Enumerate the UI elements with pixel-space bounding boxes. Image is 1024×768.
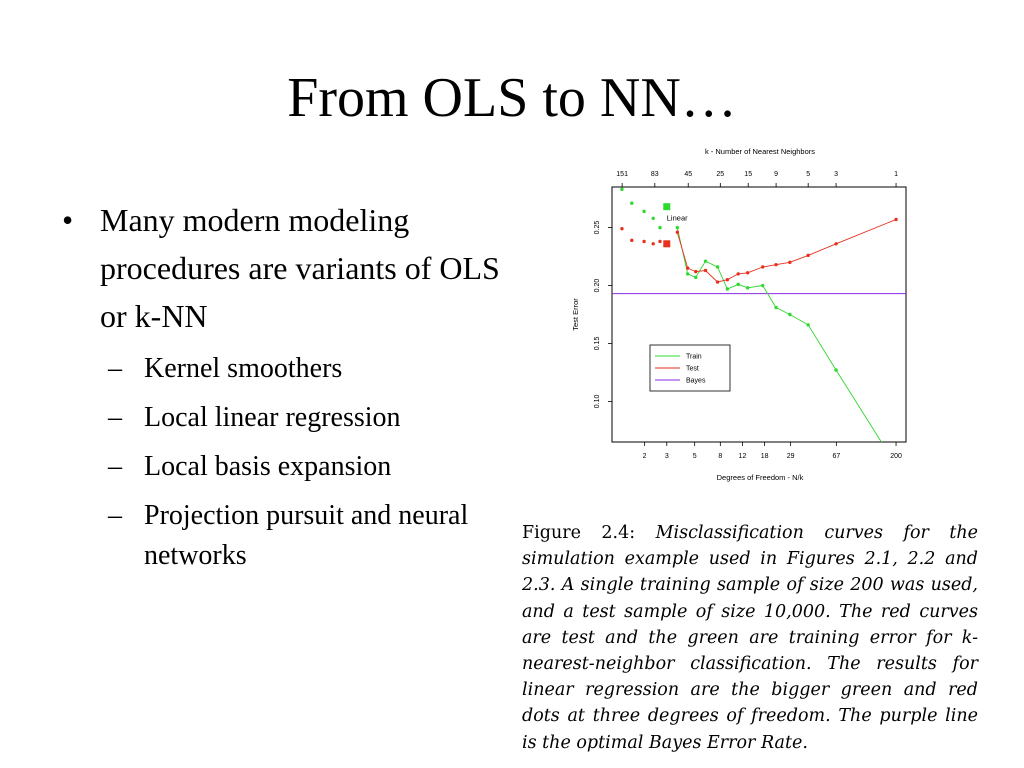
train-point (774, 306, 777, 309)
top-tick-label: 83 (650, 171, 659, 178)
top-tick-label: 151 (616, 171, 628, 178)
sub-bullet-text: Local basis expansion (144, 451, 392, 482)
x-tick-label: 2 (642, 453, 647, 460)
plot-frame (612, 187, 906, 442)
top-tick-label: 1 (894, 171, 898, 178)
x-tick-label: 3 (664, 453, 669, 460)
dash-symbol: – (108, 402, 122, 433)
sub-bullet-text: Projection pursuit and neural networks (144, 500, 469, 571)
x-axis-label: Degrees of Freedom - N/k (716, 473, 804, 482)
legend-label-bayes: Bayes (686, 377, 706, 385)
test-point (788, 261, 791, 264)
train-point (716, 265, 719, 268)
slide-title: From OLS to NN… (287, 67, 737, 129)
train-point (736, 283, 739, 286)
bullet-text: Many modern modeling procedures are variants of OLS or k-NN (100, 202, 500, 334)
legend-label-train: Train (686, 353, 702, 361)
y-tick-label: 0.10 (594, 394, 601, 409)
test-point (620, 227, 623, 230)
linear-point (663, 203, 670, 210)
test-point (746, 271, 749, 274)
test-point (642, 240, 645, 243)
x-tick-label: 18 (760, 453, 769, 460)
dash-symbol: – (108, 451, 122, 482)
test-point (676, 231, 679, 234)
misclassification-chart (560, 140, 920, 490)
bullet-symbol: • (62, 202, 74, 238)
test-point (630, 239, 633, 242)
sub-bullet-item (108, 398, 532, 438)
test-point (806, 254, 809, 257)
train-point (806, 323, 809, 326)
dash-symbol: – (108, 353, 122, 384)
test-point (894, 218, 897, 221)
test-point (686, 266, 689, 269)
train-point (694, 276, 697, 279)
top-tick-label: 3 (834, 171, 839, 178)
test-point (774, 263, 777, 266)
top-tick-label: 5 (806, 171, 811, 178)
train-point (686, 272, 689, 275)
x-tick-label: 67 (832, 453, 841, 460)
test-point (726, 278, 729, 281)
y-tick-label: 0.25 (594, 220, 601, 235)
test-point (652, 242, 655, 245)
test-point (694, 270, 697, 273)
test-point (736, 272, 739, 275)
sub-bullet-list (62, 349, 532, 576)
sub-bullet-text: Kernel smoothers (144, 353, 343, 384)
top-tick-label: 9 (774, 171, 779, 178)
y-axis-label: Test Error (571, 298, 580, 331)
y-tick-label: 0.15 (594, 336, 601, 351)
sub-bullet-text: Local linear regression (144, 402, 401, 433)
train-point (630, 202, 633, 205)
x-tick-label: 12 (738, 453, 747, 460)
top-tick-label: 25 (716, 171, 725, 178)
test-point (761, 265, 764, 268)
train-point (704, 259, 707, 262)
top-tick-label: 15 (744, 171, 753, 178)
sub-bullet-item (108, 447, 532, 487)
train-point (658, 226, 661, 229)
test-point (834, 242, 837, 245)
caption-text: Misclassification curves for the simulation example used in Figures 2.1, 2.2 and 2.3. A single training sample of size 200 was used, and a test sample of size 10,000. The red curves are test and the green are training error for k-nearest-neighbor classification. The results for linear regression are the bigger green and red dots at three degrees of freedom. The purple line is the optimal Bayes Error Rate. (522, 523, 978, 753)
x-tick-label: 5 (692, 453, 697, 460)
top-axis-title: k - Number of Nearest Neighbors (704, 147, 816, 156)
y-tick-label: 0.20 (594, 278, 601, 293)
train-point (726, 287, 729, 290)
caption-label: Figure 2.4: (522, 523, 636, 543)
train-point (676, 226, 679, 229)
train-point (642, 210, 645, 213)
sub-bullet-item (108, 349, 532, 389)
x-tick-label: 200 (890, 453, 902, 460)
train-point (788, 313, 791, 316)
train-point (746, 286, 749, 289)
test-point (704, 269, 707, 272)
test-series-line (677, 220, 896, 283)
train-point (652, 217, 655, 220)
train-point (834, 368, 837, 371)
top-tick-label: 45 (684, 171, 693, 178)
bullet-item (62, 196, 532, 340)
legend-label-test: Test (686, 365, 699, 373)
sub-bullet-item (108, 496, 532, 576)
train-point (761, 284, 764, 287)
test-point (658, 240, 661, 243)
dash-symbol: – (108, 500, 122, 531)
linear-point (663, 240, 670, 247)
linear-label: Linear (666, 213, 688, 223)
x-tick-label: 8 (718, 453, 723, 460)
figure-caption (522, 520, 978, 756)
test-point (716, 280, 719, 283)
x-tick-label: 29 (786, 453, 795, 460)
train-point (620, 188, 623, 191)
bullet-list (62, 196, 532, 576)
